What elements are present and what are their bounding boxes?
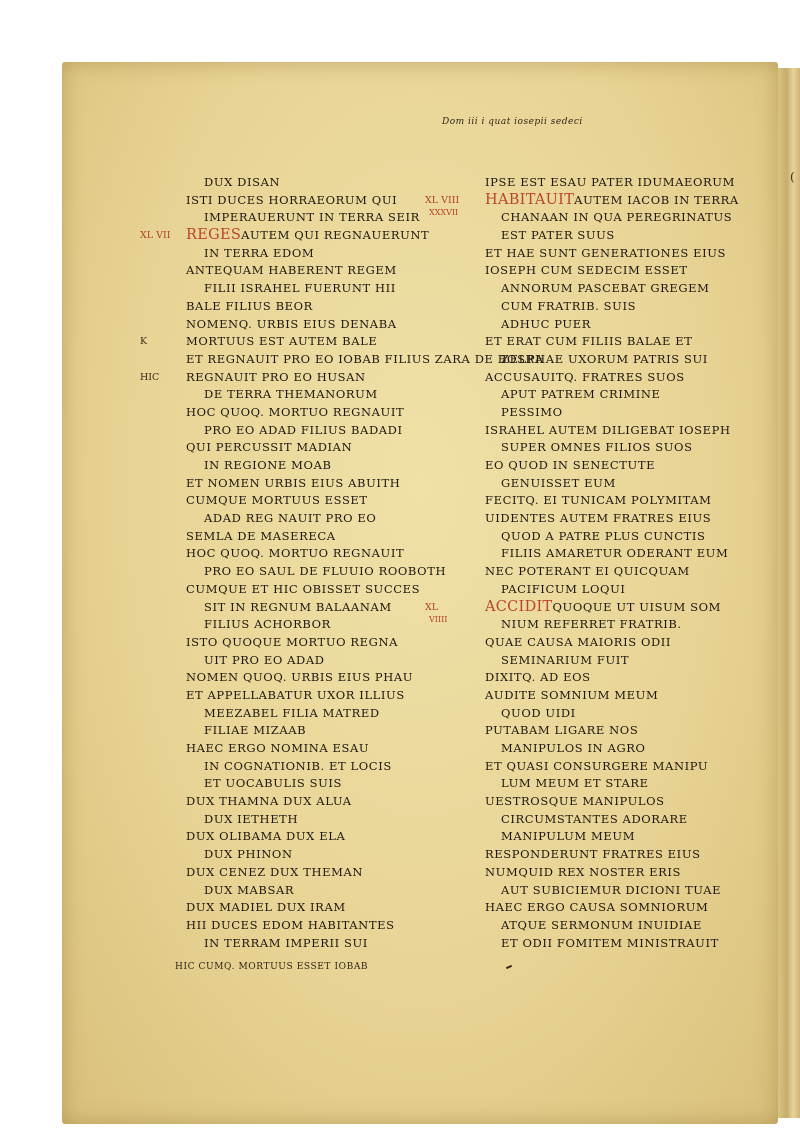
line-text (204, 599, 392, 617)
text-line (425, 758, 775, 776)
text-line (425, 510, 775, 528)
chapter-number: XL (425, 601, 439, 613)
line-body: ADHUC PUER (501, 316, 591, 331)
rubricated-initial: REGES (186, 227, 242, 244)
line-body: MANIPULUM MEUM (501, 829, 636, 844)
text-line (425, 846, 775, 864)
line-body: ADAD REG NAUIT PRO EO (204, 511, 377, 526)
line-body: UIDENTES AUTEM FRATRES EIUS (485, 511, 712, 526)
line-body: UESTROSQUE MANIPULOS (485, 794, 665, 809)
line-body: DUX MADIEL DUX IRAM (186, 900, 346, 915)
text-line (140, 262, 440, 280)
line-body: ATQUE SERMONUM INUIDIAE (501, 917, 702, 932)
text-line (140, 174, 440, 192)
line-body: SIT IN REGNUM BALAANAM (204, 599, 392, 614)
text-line (425, 280, 775, 298)
text-line (425, 882, 775, 900)
text-line (140, 404, 440, 422)
text-line (140, 687, 440, 705)
text-line (140, 828, 440, 846)
text-line (140, 935, 440, 953)
line-body: ET REGNAUIT PRO EO IOBAB FILIUS ZARA DE BOSRA (186, 351, 544, 366)
text-line (425, 634, 775, 652)
line-body: QUOQUE UT UISUM SOM (552, 599, 721, 614)
line-text (186, 687, 405, 705)
line-text (204, 775, 342, 793)
line-text (186, 899, 346, 917)
line-text (485, 510, 711, 528)
line-text (204, 935, 368, 953)
line-text (204, 386, 378, 404)
chapter-number: XL VII (140, 230, 171, 242)
line-body: REGNAUIT PRO EO HUSAN (186, 369, 366, 384)
text-line (425, 528, 775, 546)
line-text (485, 634, 671, 652)
text-line (425, 298, 775, 316)
line-body: MEEZABEL FILIA MATRED (204, 705, 380, 720)
line-text (204, 652, 325, 670)
line-text (485, 864, 681, 882)
text-line (425, 775, 775, 793)
line-text (204, 510, 376, 528)
text-line (140, 209, 440, 227)
line-text (485, 369, 685, 387)
line-body: IN TERRAM IMPERII SUI (204, 935, 368, 950)
line-text (186, 492, 368, 510)
chapter-subnumber: VIIII (429, 614, 448, 624)
line-body: IN REGIONE MOAB (204, 458, 332, 472)
line-text (501, 227, 615, 245)
line-text (485, 687, 658, 705)
line-text (485, 899, 708, 917)
text-line (425, 245, 775, 263)
line-body: ET APPELLABATUR UXOR ILLIUS (186, 687, 405, 702)
text-line (140, 439, 440, 457)
line-text (501, 528, 706, 546)
text-line (140, 563, 447, 581)
line-text (186, 793, 352, 811)
line-body: MANIPULOS IN AGRO (501, 741, 646, 755)
line-text (186, 545, 404, 563)
line-text (501, 351, 708, 369)
line-text (204, 722, 306, 740)
line-body: ACCUSAUITQ. FRATRES SUOS (485, 369, 685, 384)
line-body: NUMQUID REX NOSTER ERIS (485, 864, 681, 879)
line-body: QUOD UIDI (501, 705, 576, 720)
text-line (140, 510, 440, 528)
margin-note: ( (790, 170, 795, 184)
line-body: AUTEM IACOB IN TERRA (574, 192, 739, 207)
line-body: ET ODII FOMITEM MINISTRAUIT (501, 935, 719, 950)
text-line (425, 793, 775, 811)
line-text (501, 316, 591, 334)
line-text (501, 545, 728, 563)
text-line (140, 492, 440, 510)
text-line (140, 846, 440, 864)
line-body: HAEC ERGO NOMINA ESAU (186, 741, 370, 755)
line-body: DUX PHINON (204, 847, 293, 862)
line-body: DUX OLIBAMA DUX ELA (186, 829, 346, 844)
text-line (425, 581, 775, 599)
line-body: IMPERAUERUNT IN TERRA SEIR (204, 210, 420, 225)
line-body: PUTABAM LIGARE NOS (485, 723, 639, 738)
line-body: RESPONDERUNT FRATRES EIUS (485, 847, 701, 862)
text-line (140, 882, 440, 900)
line-text (501, 616, 682, 634)
text-line (425, 351, 775, 369)
text-line (140, 351, 544, 369)
line-body: CUMQUE ET HIC OBISSET SUCCES (186, 581, 421, 596)
text-line (140, 386, 440, 404)
line-body: IOSEPH CUM SEDECIM ESSET (485, 263, 688, 278)
line-text (204, 758, 392, 776)
text-line (140, 652, 440, 670)
line-body: QUOD A PATRE PLUS CUNCTIS (501, 528, 706, 543)
text-line (425, 652, 775, 670)
text-line (140, 758, 440, 776)
line-body: SUPER OMNES FILIOS SUOS (501, 440, 693, 455)
text-line (140, 722, 440, 740)
text-line (140, 457, 440, 475)
line-body: AUDITE SOMNIUM MEUM (485, 687, 659, 702)
line-text (204, 616, 331, 634)
line-text (186, 528, 336, 546)
line-text (186, 669, 413, 687)
line-body: PESSIMO (501, 404, 563, 419)
line-text (485, 333, 693, 351)
line-text (204, 280, 396, 298)
header-note: Dom iii i quat iosepii sedeci (442, 117, 583, 127)
line-text (501, 209, 732, 227)
line-body: MORTUUS EST AUTEM BALE (186, 334, 378, 349)
line-text (501, 740, 646, 758)
line-text (204, 882, 294, 900)
text-line (425, 687, 775, 705)
text-line (425, 722, 775, 740)
text-line (140, 740, 440, 758)
line-text (501, 828, 635, 846)
text-line (140, 775, 440, 793)
line-body: APUT PATREM CRIMINE (501, 387, 661, 402)
text-line (140, 369, 440, 387)
line-text (501, 917, 702, 935)
line-body: EO QUOD IN SENECTUTE (485, 458, 656, 472)
line-body: LUM MEUM ET STARE (501, 776, 649, 791)
line-text (204, 209, 420, 227)
line-body: CIRCUMSTANTES ADORARE (501, 811, 688, 826)
text-line (140, 545, 440, 563)
text-line (425, 316, 775, 334)
text-line (425, 864, 775, 882)
line-text (186, 634, 398, 652)
line-text (186, 864, 363, 882)
line-text (204, 457, 332, 475)
line-body: ANNORUM PASCEBAT GREGEM (501, 281, 710, 296)
text-line (425, 439, 775, 457)
text-line (140, 899, 440, 917)
text-line (425, 705, 775, 723)
line-text (186, 740, 369, 758)
line-text (501, 475, 616, 493)
text-line (425, 386, 775, 404)
line-body: AUT SUBICIEMUR DICIONI TUAE (501, 882, 722, 897)
line-body: DUX IETHETH (204, 811, 299, 826)
line-body: DUX CENEZ DUX THEMAN (186, 864, 364, 879)
text-line (425, 457, 775, 475)
line-text (501, 935, 719, 953)
line-text (186, 439, 352, 457)
line-body: FILIAE MIZAAB (204, 723, 307, 738)
text-line (425, 545, 775, 563)
line-text (485, 669, 591, 687)
line-text (204, 811, 298, 829)
line-text (501, 404, 563, 422)
line-text (186, 828, 345, 846)
chapter-number: HIC (140, 371, 160, 383)
line-body: ET ERAT CUM FILIIS BALAE ET (485, 334, 693, 349)
line-text (485, 722, 638, 740)
text-line (140, 528, 440, 546)
line-body: PACIFICUM LOQUI (501, 581, 626, 596)
text-line (140, 192, 440, 210)
text-line (140, 475, 440, 493)
line-text (485, 793, 665, 811)
line-text (186, 298, 313, 316)
line-body: HAEC ERGO CAUSA SOMNIORUM (485, 900, 709, 915)
line-text (186, 369, 366, 387)
chapter-number: K (140, 336, 148, 348)
line-body: ZELPHAE UXORUM PATRIS SUI (501, 351, 708, 366)
line-body: QUI PERCUSSIT MADIAN (186, 440, 353, 455)
line-text (501, 652, 629, 670)
line-text (186, 262, 397, 280)
text-line (140, 705, 440, 723)
line-text (485, 262, 688, 280)
rubricated-initial: HABITAUIT (485, 191, 575, 208)
line-body: ISTO QUOQUE MORTUO REGNA (186, 634, 399, 649)
line-body: ET NOMEN URBIS EIUS ABUITH (186, 475, 401, 490)
text-line (425, 422, 775, 440)
line-text (204, 705, 380, 723)
text-line (425, 174, 775, 192)
chapter-subnumber: XXXVII (429, 207, 459, 217)
line-body: ET UOCABULIS SUIS (204, 776, 342, 791)
text-line (140, 599, 440, 617)
line-body: NIUM REFERRET FRATRIB. (501, 617, 682, 632)
text-line (425, 492, 775, 510)
line-body: NEC POTERANT EI QUICQUAM (485, 564, 690, 579)
line-text (204, 245, 314, 263)
line-body: IN TERRA EDOM (204, 245, 315, 260)
line-text (204, 563, 446, 581)
line-body: FILIIS AMARETUR ODERANT EUM (501, 546, 729, 561)
line-body: NOMEN QUOQ. URBIS EIUS PHAU (186, 670, 414, 685)
line-body: CUM FRATRIB. SUIS (501, 298, 637, 313)
line-body: DIXITQ. AD EOS (485, 670, 591, 685)
facing-page-edge (778, 68, 800, 1118)
line-text (485, 492, 712, 510)
text-line (140, 917, 440, 935)
line-body: ET HAE SUNT GENERATIONES EIUS (485, 245, 726, 260)
line-body: HII DUCES EDOM HABITANTES (186, 917, 395, 932)
line-text (501, 439, 693, 457)
line-body: CUMQUE MORTUUS ESSET (186, 493, 368, 508)
text-line (140, 811, 440, 829)
line-text (501, 280, 710, 298)
line-body: QUAE CAUSA MAIORIS ODII (485, 634, 672, 649)
line-body: FILII ISRAHEL FUERUNT HII (204, 281, 396, 296)
line-text (485, 563, 690, 581)
text-line (425, 811, 775, 829)
line-body: SEMINARIUM FUIT (501, 652, 630, 667)
text-line (425, 191, 775, 217)
line-text (485, 846, 701, 864)
line-text (501, 882, 721, 900)
line-text (501, 811, 688, 829)
text-line (425, 262, 775, 280)
text-line (425, 404, 775, 422)
line-body: DUX THAMNA DUX ALUA (186, 794, 352, 809)
line-text (485, 422, 731, 440)
text-line (425, 333, 775, 351)
text-line (425, 917, 775, 935)
line-body: ET QUASI CONSURGERE MANIPU (485, 758, 709, 773)
line-text (501, 775, 649, 793)
line-body: CHANAAN IN QUA PEREGRINATUS (501, 210, 733, 225)
line-text (186, 404, 404, 422)
line-body: SEMLA DE MASERECA (186, 528, 336, 543)
line-body: DUX DISAN (204, 175, 281, 189)
line-body: HOC QUOQ. MORTUO REGNAUIT (186, 404, 405, 419)
text-line (425, 227, 775, 245)
text-line (425, 616, 775, 634)
text-line (425, 899, 775, 917)
text-line (425, 598, 775, 624)
text-line (140, 422, 440, 440)
line-text (485, 245, 726, 263)
line-text (485, 599, 721, 617)
line-body: UIT PRO EO ADAD (204, 652, 325, 667)
text-line (140, 280, 440, 298)
line-text (186, 917, 395, 935)
text-line (140, 669, 440, 687)
text-line (140, 793, 440, 811)
text-line (140, 634, 440, 652)
line-body: HOC QUOQ. MORTUO REGNAUIT (186, 546, 405, 561)
right-text-column (425, 174, 775, 952)
line-body: FECITQ. EI TUNICAM POLYMITAM (485, 493, 712, 508)
line-text (186, 227, 429, 245)
line-text (485, 174, 735, 192)
text-line (425, 369, 775, 387)
chapter-number: XL VIII (425, 194, 460, 206)
line-body: NOMENQ. URBIS EIUS DENABA (186, 316, 397, 331)
line-body: GENUISSET EUM (501, 475, 616, 490)
text-line (425, 563, 775, 581)
rubricated-initial: ACCIDIT (485, 598, 553, 615)
line-text (186, 316, 397, 334)
line-text (204, 846, 293, 864)
line-body: BALE FILIUS BEOR (186, 298, 313, 313)
line-text (186, 475, 400, 493)
line-text (485, 758, 708, 776)
line-text (186, 581, 420, 599)
line-body: PRO EO ADAD FILIUS BADADI (204, 422, 403, 437)
line-text (485, 192, 739, 210)
text-line (140, 333, 440, 351)
line-text (501, 581, 626, 599)
line-body: IN COGNATIONIB. ET LOCIS (204, 758, 392, 773)
line-body: DE TERRA THEMANORUM (204, 387, 378, 402)
line-body: DUX MABSAR (204, 882, 295, 897)
text-line (425, 740, 775, 758)
line-text (204, 174, 280, 192)
footer-note: HIC CUMQ. MORTUUS ESSET IOBAB (175, 962, 369, 972)
text-line (425, 475, 775, 493)
text-line (425, 935, 775, 953)
text-line (140, 616, 440, 634)
line-body: FILIUS ACHORBOR (204, 617, 331, 632)
line-text (501, 705, 576, 723)
line-text (501, 298, 636, 316)
text-line (140, 245, 440, 263)
line-body: ISTI DUCES HORRAEORUM QUI (186, 192, 398, 207)
text-line (140, 298, 440, 316)
line-text (501, 386, 661, 404)
text-line (140, 581, 440, 599)
line-body: EST PATER SUUS (501, 228, 615, 243)
text-line (140, 316, 440, 334)
line-body: ANTEQUAM HABERENT REGEM (186, 263, 397, 278)
line-body: AUTEM QUI REGNAUERUNT (241, 228, 430, 243)
line-body: ISRAHEL AUTEM DILIGEBAT IOSEPH (485, 422, 731, 437)
text-line (425, 209, 775, 227)
line-text (186, 333, 377, 351)
text-line (140, 227, 440, 245)
text-line (425, 669, 775, 687)
line-body: PRO EO SAUL DE FLUUIO ROOBOTH (204, 564, 447, 579)
text-line (140, 864, 440, 882)
text-line (425, 828, 775, 846)
line-body: IPSE EST ESAU PATER IDUMAEORUM (485, 175, 735, 189)
line-text (485, 457, 655, 475)
line-text (204, 422, 403, 440)
line-text (186, 192, 397, 210)
